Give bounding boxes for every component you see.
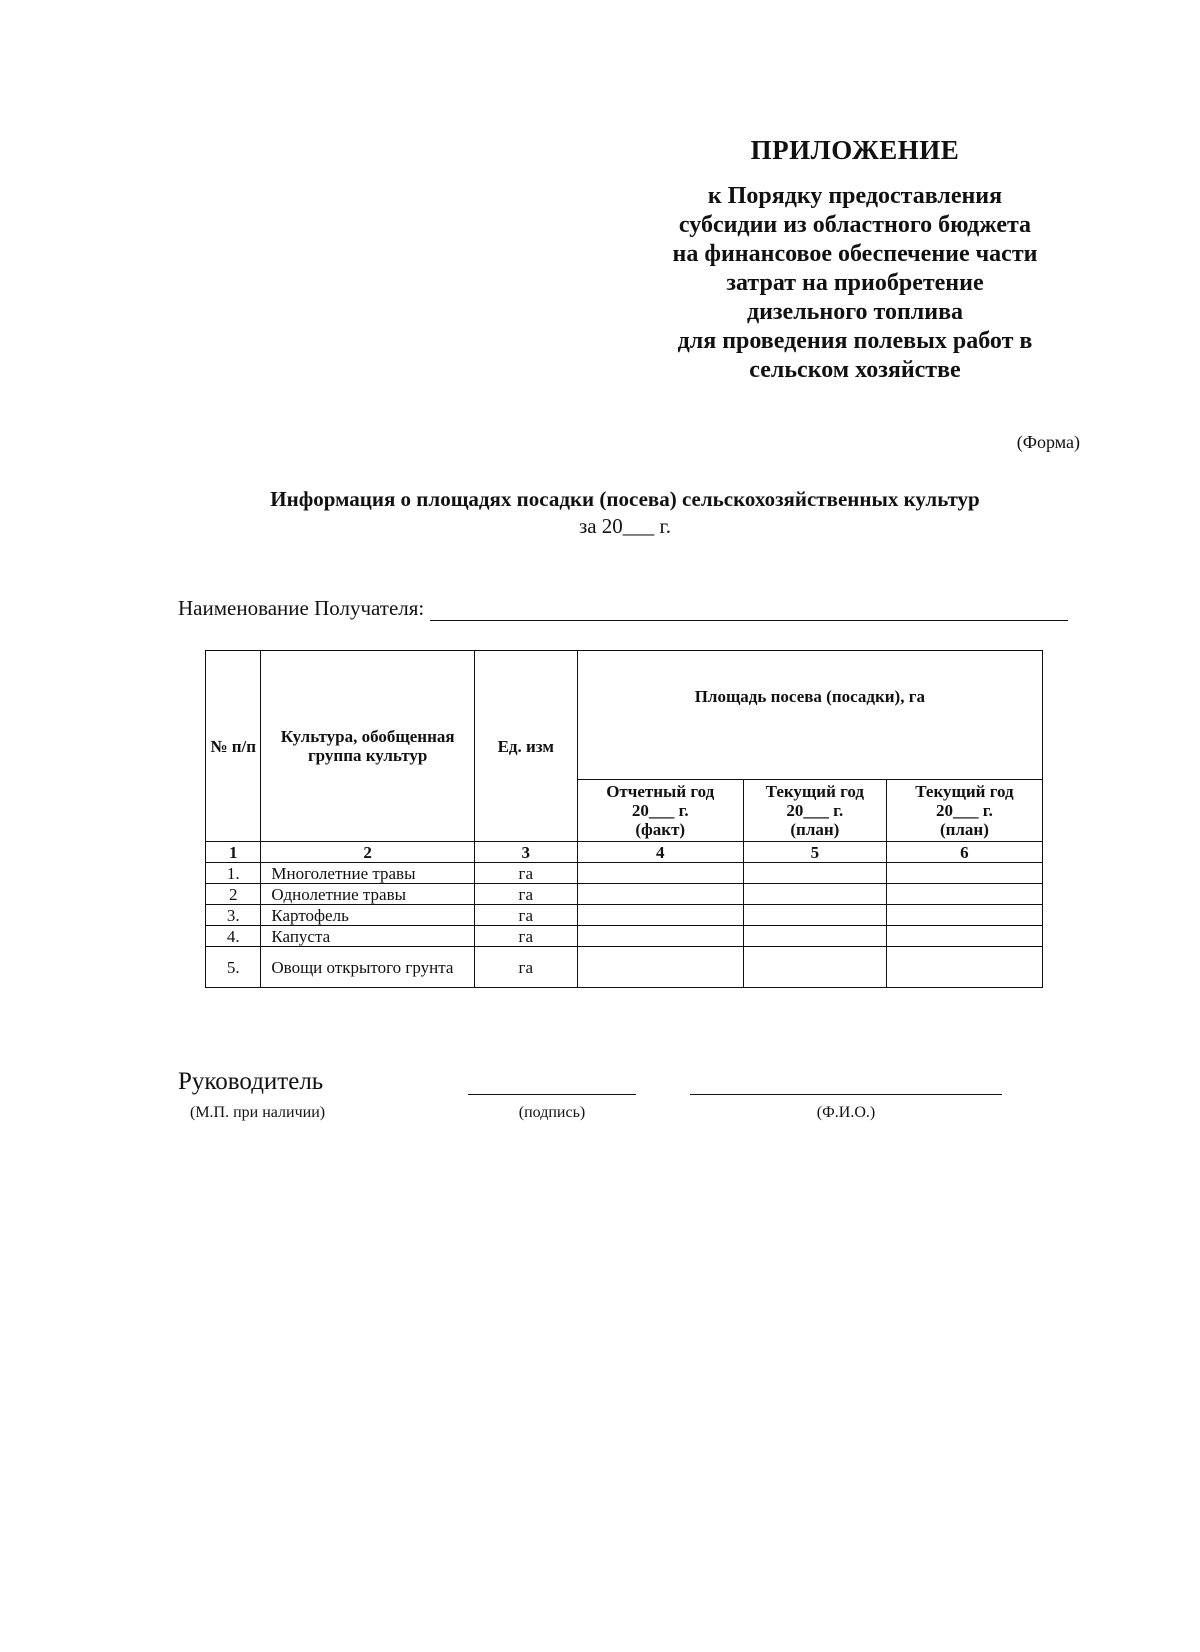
appendix-line: для проведения полевых работ в (677, 328, 1033, 354)
cell-reporting-fact[interactable] (577, 863, 743, 884)
column-number: 1 (206, 842, 261, 863)
full-name-caption: (Ф.И.О.) (816, 1104, 876, 1121)
row-num: 3. (206, 905, 261, 926)
row-culture: Многолетние травы (261, 863, 475, 884)
signature-block (178, 1068, 1078, 1138)
form-label: (Форма) (1016, 432, 1080, 452)
header-text: (план) (939, 820, 989, 839)
cell-current-plan-2[interactable] (886, 926, 1042, 947)
table-row (206, 926, 1043, 947)
header-current-year-2 (886, 780, 1042, 842)
cell-current-plan[interactable] (743, 947, 886, 988)
header-text: Отчетный год (606, 782, 715, 801)
row-num: 2 (206, 884, 261, 905)
column-number: 3 (474, 842, 577, 863)
header-text: (факт) (635, 820, 686, 839)
appendix-line: дизельного топлива (746, 299, 964, 325)
cell-current-plan-2[interactable] (886, 947, 1042, 988)
row-unit: га (474, 884, 577, 905)
recipient-field (178, 596, 1068, 621)
table-row (206, 863, 1043, 884)
stamp-caption: (М.П. при наличии) (190, 1104, 326, 1121)
row-culture: Однолетние травы (261, 884, 475, 905)
appendix-line: субсидии из областного бюджета (678, 212, 1032, 238)
cell-reporting-fact[interactable] (577, 947, 743, 988)
signature-line[interactable] (468, 1094, 636, 1095)
recipient-input-line[interactable] (430, 598, 1068, 621)
row-unit: га (474, 905, 577, 926)
header-num: № п/п (206, 651, 261, 842)
header-text: 20___ г. (631, 801, 689, 820)
recipient-label: Наименование Получателя: (178, 596, 425, 620)
appendix-line: сельском хозяйстве (749, 357, 961, 383)
header-text: 20___ г. (936, 801, 993, 820)
cell-reporting-fact[interactable] (577, 884, 743, 905)
document-title: Информация о площадях посадки (посева) сельскохозяйственных культур (270, 487, 980, 511)
column-number-row (206, 842, 1043, 863)
table-row (206, 884, 1043, 905)
column-number: 6 (886, 842, 1042, 863)
cell-reporting-fact[interactable] (577, 926, 743, 947)
cell-current-plan[interactable] (743, 884, 886, 905)
row-num: 5. (206, 947, 261, 988)
header-reporting-year (577, 780, 743, 842)
appendix-line: на финансовое обеспечение части (672, 241, 1038, 267)
row-culture: Картофель (261, 905, 475, 926)
cell-current-plan-2[interactable] (886, 905, 1042, 926)
header-text: Текущий год (765, 782, 865, 801)
table-row (206, 905, 1043, 926)
cell-current-plan[interactable] (743, 905, 886, 926)
report-year: за 20___ г. (578, 514, 672, 538)
signature-head-label: Руководитель (178, 1068, 324, 1095)
appendix-block (620, 134, 1090, 385)
header-text: Текущий год (915, 782, 1014, 801)
row-num: 1. (206, 863, 261, 884)
row-unit: га (474, 947, 577, 988)
signature-caption: (подпись) (518, 1104, 586, 1121)
header-area: Площадь посева (посадки), га (577, 651, 1042, 780)
header-current-year (743, 780, 886, 842)
header-culture: Культура, обобщенная группа культур (261, 651, 475, 842)
appendix-line: к Порядку предоставления (707, 183, 1003, 209)
row-unit: га (474, 926, 577, 947)
cell-current-plan-2[interactable] (886, 884, 1042, 905)
full-name-line[interactable] (690, 1094, 1002, 1095)
appendix-title: ПРИЛОЖЕНИЕ (750, 135, 960, 165)
row-unit: га (474, 863, 577, 884)
appendix-line: затрат на приобретение (726, 270, 984, 296)
row-culture: Капуста (261, 926, 475, 947)
cell-current-plan[interactable] (743, 926, 886, 947)
header-unit: Ед. изм (474, 651, 577, 842)
table-row (206, 947, 1043, 988)
crop-area-table (205, 650, 1043, 988)
cell-current-plan-2[interactable] (886, 863, 1042, 884)
column-number: 2 (261, 842, 475, 863)
column-number: 4 (577, 842, 743, 863)
header-text: 20___ г. (786, 801, 844, 820)
header-text: (план) (790, 820, 840, 839)
row-culture: Овощи открытого грунта (261, 947, 475, 988)
document-heading (150, 486, 1100, 540)
column-number: 5 (743, 842, 886, 863)
cell-reporting-fact[interactable] (577, 905, 743, 926)
row-num: 4. (206, 926, 261, 947)
cell-current-plan[interactable] (743, 863, 886, 884)
